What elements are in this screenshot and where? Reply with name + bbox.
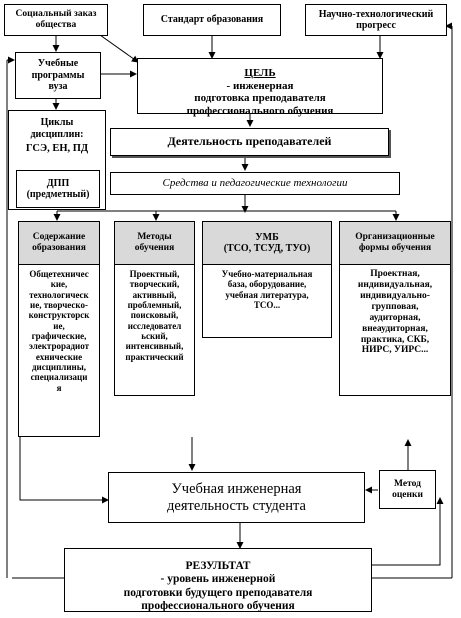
scientific-progress-box: Научно-технологический прогресс xyxy=(305,4,447,36)
social-order-box: Социальный заказ общества xyxy=(4,4,108,36)
content-body: Общетехничес кие, технологическ ие, творческо- конструкторск ие, графические, электрорадиот ехнические дисциплины, специализаци я xyxy=(18,265,100,437)
discipline-cycles-list: ГСЭ, ЕН, ПД xyxy=(25,143,89,154)
arrow-social-to-goal xyxy=(100,35,138,62)
arrow-content-to-student xyxy=(20,437,108,500)
student-activity-box: Учебная инженерная деятельность студента xyxy=(108,472,365,523)
umb-column xyxy=(202,221,332,338)
forms-column xyxy=(339,221,451,396)
content-column xyxy=(18,221,100,437)
forms-header: Организационные формы обучения xyxy=(339,221,451,265)
assessment-method-box: Метод оценки xyxy=(379,470,436,509)
dpp-subject-box: ДПП (предметный) xyxy=(16,170,100,208)
goal-text: - инженерная подготовка преподавателя профессионального обучения xyxy=(186,79,334,117)
discipline-cycles-title: Циклы дисциплин: xyxy=(30,117,84,140)
result-keyword: РЕЗУЛЬТАТ xyxy=(185,560,251,573)
means-technologies-box: Средства и педагогические технологии xyxy=(110,172,400,195)
university-curricula-box: Учебные программы вуза xyxy=(15,52,101,99)
umb-header: УМБ (ТСО, ТСУД, ТУО) xyxy=(202,221,332,265)
umb-body: Учебно-материальная база, оборудование, учебная литература, ТСО... xyxy=(202,265,332,338)
methods-column xyxy=(114,221,195,396)
education-standard-box: Стандарт образования xyxy=(143,4,281,36)
teacher-activity-box: Деятельность преподавателей xyxy=(110,128,389,156)
forms-body: Проектная, индивидуальная, индивидуально- групповая, аудиторная, внеаудиторная, практика, СКБ, НИРС, УИРС... xyxy=(339,265,451,396)
result-text: - уровень инженерной подготовки будущего преподавателя профессионального обучения xyxy=(123,573,313,612)
methods-header: Методы обучения xyxy=(114,221,195,265)
content-header: Содержание образования xyxy=(18,221,100,265)
methods-body: Проектный, творческий, активный, проблемный, поисковый, исследовател ьский, интенсивный, практический xyxy=(114,265,195,396)
goal-box xyxy=(137,58,383,117)
result-box xyxy=(64,548,372,612)
goal-keyword: ЦЕЛЬ xyxy=(244,67,276,80)
